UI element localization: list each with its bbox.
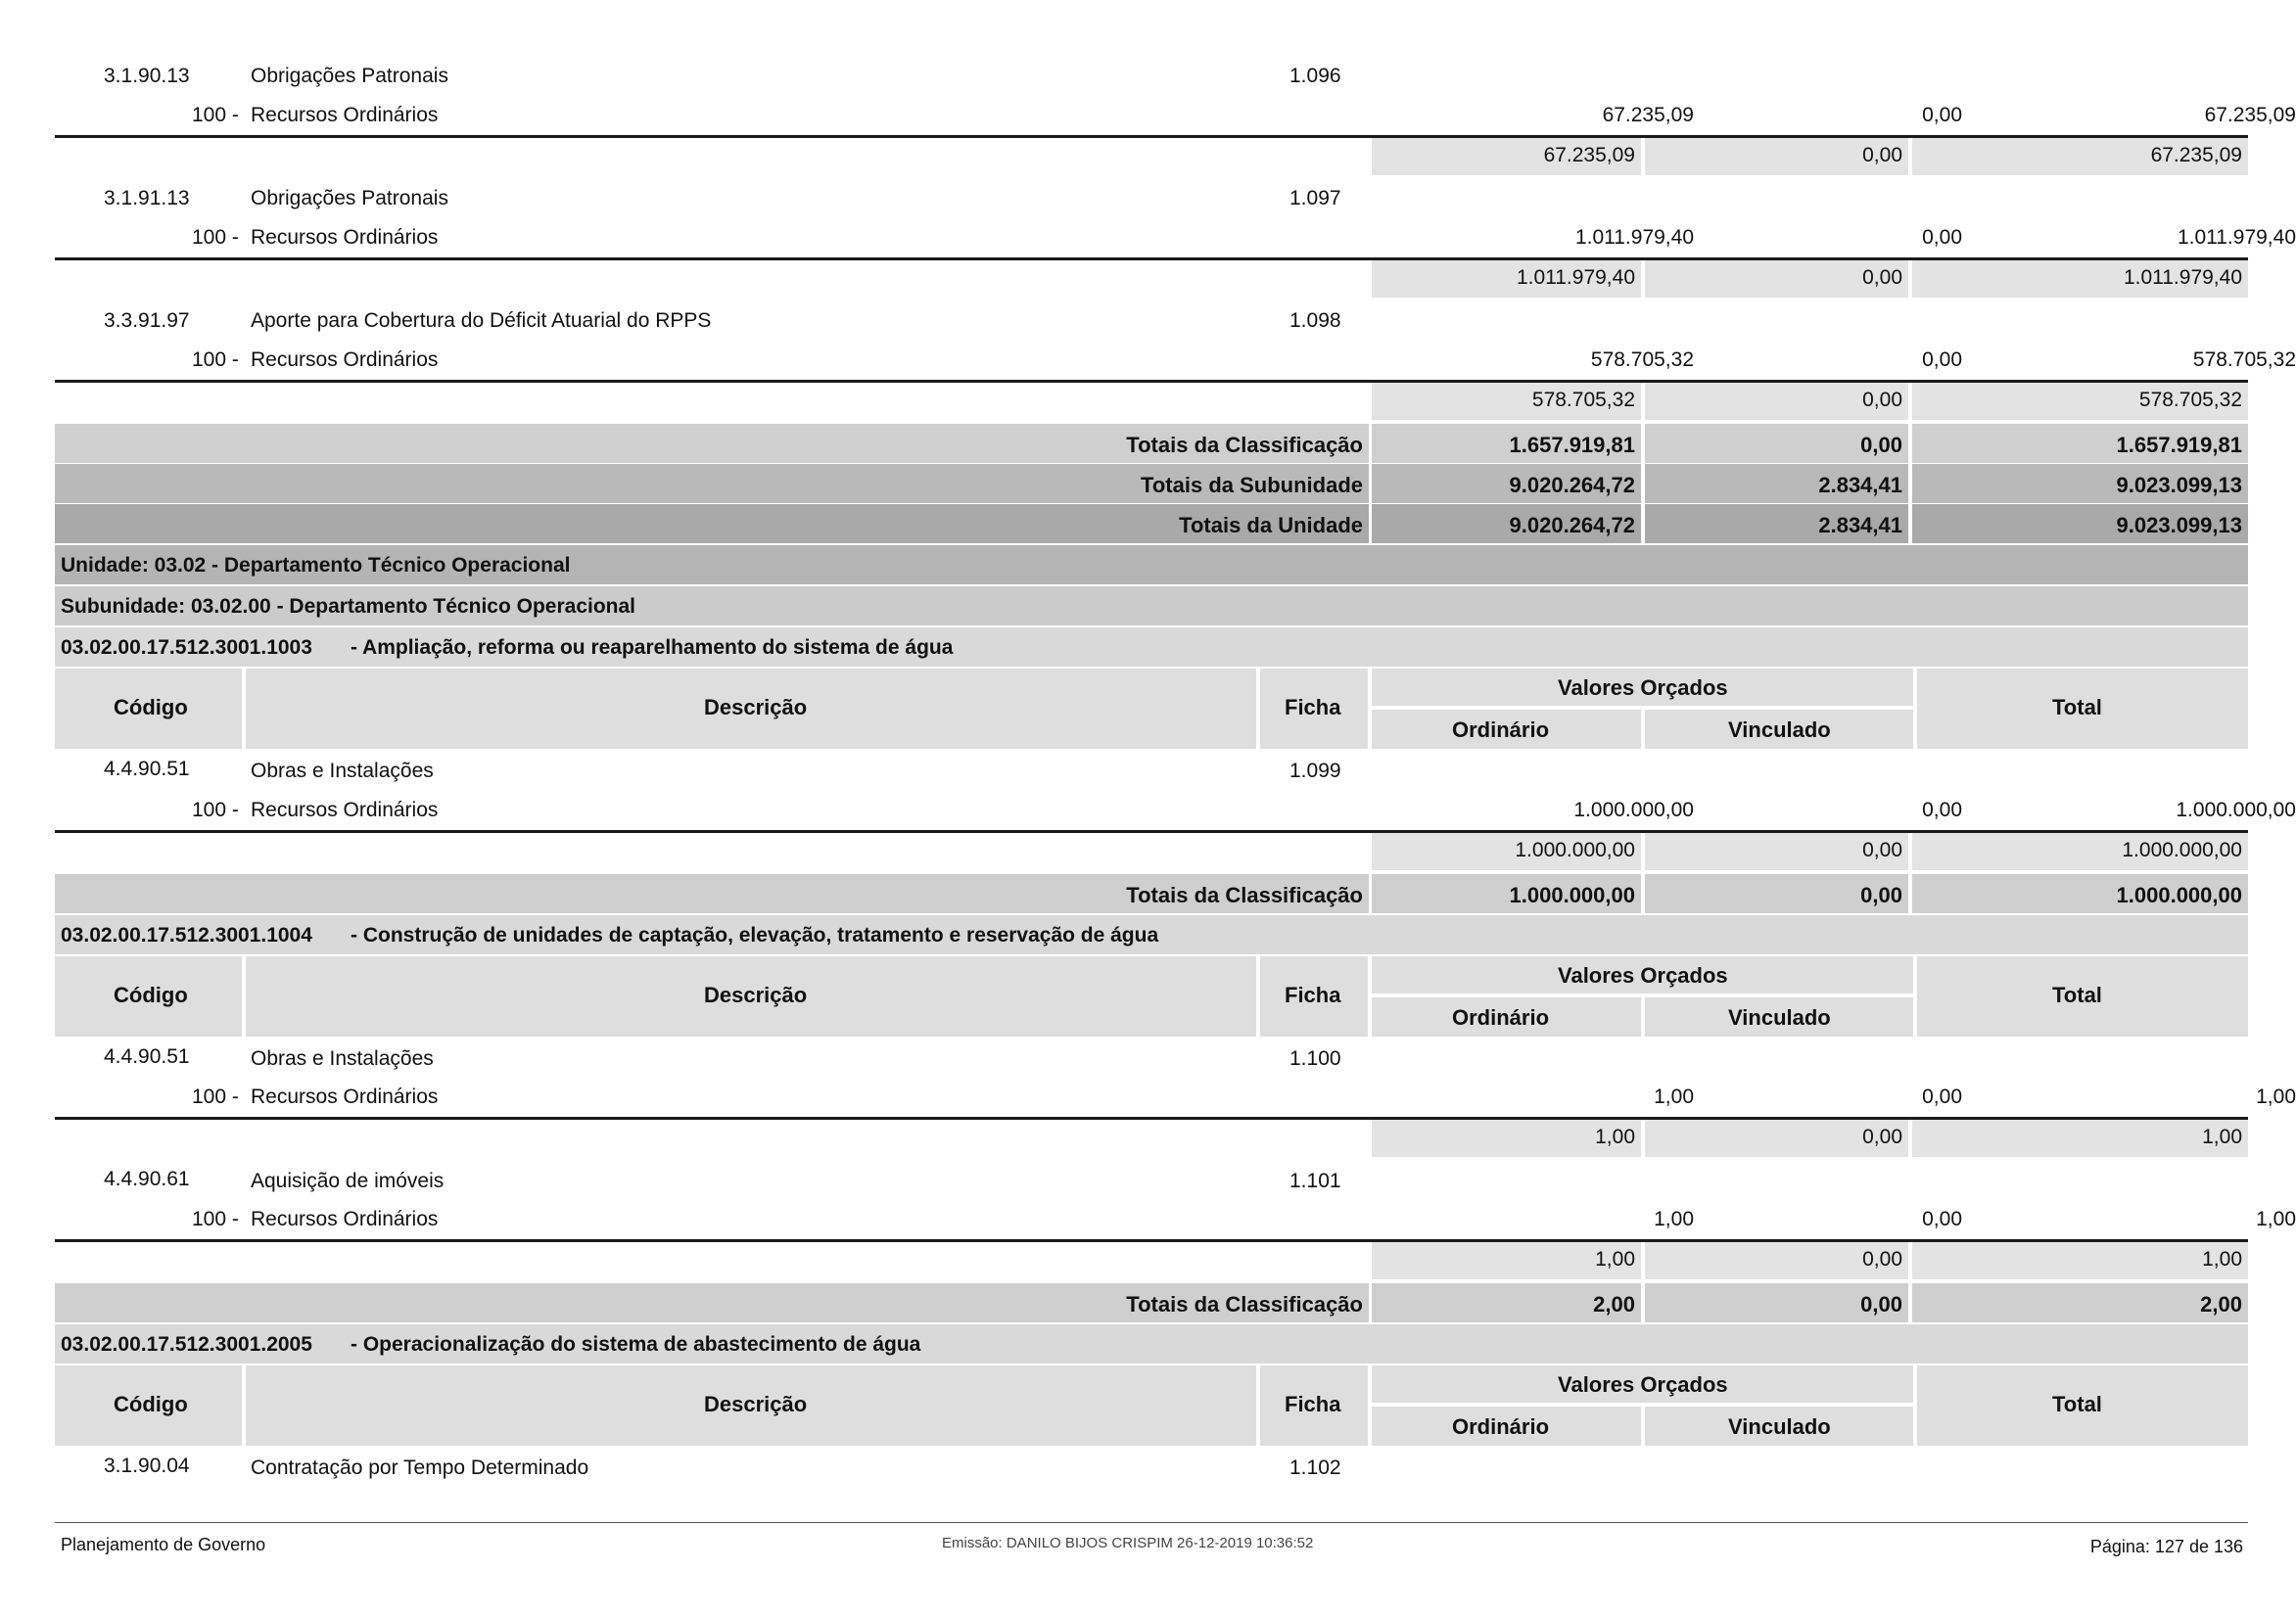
source-code: 100 - xyxy=(192,1086,239,1108)
totals-vinculado-cell xyxy=(1645,874,1908,913)
source-total: 1.000.000,00 xyxy=(2176,799,2296,821)
program-code: 03.02.00.17.512.3001.2005 xyxy=(61,1333,312,1356)
source-description: Recursos Ordinários xyxy=(251,1208,439,1230)
header-codigo-cell xyxy=(55,956,242,1037)
subtotal-ordinario-value: 67.235,09 xyxy=(1543,144,1635,166)
expense-item-row xyxy=(55,303,2248,343)
item-code: 4.4.90.61 xyxy=(104,1168,190,1190)
header-total-cell xyxy=(1917,1365,2248,1446)
subtotal-ordinario-value: 1.011.979,40 xyxy=(1516,266,1635,289)
table-header xyxy=(55,669,2248,749)
item-code: 3.3.91.97 xyxy=(104,309,190,332)
subtotal-ordinario-value: 578.705,32 xyxy=(1531,389,1635,411)
footer-report-name: Planejamento de Governo xyxy=(61,1535,266,1554)
totals-total-cell xyxy=(1912,874,2248,913)
subtotal-total-value: 1.000.000,00 xyxy=(2122,839,2242,861)
expense-item-row xyxy=(55,1449,2248,1488)
totals-total-cell xyxy=(1912,464,2248,503)
header-codigo: Código xyxy=(114,983,188,1007)
header-codigo: Código xyxy=(114,695,188,719)
totals-ordinario-cell xyxy=(1372,874,1641,913)
footer-divider xyxy=(55,1522,2248,1523)
subtotal-total xyxy=(1912,833,2248,870)
subtotal-vinculado xyxy=(1645,260,1908,298)
header-ordinario: Ordinário xyxy=(1452,1005,1550,1030)
item-ficha: 1.099 xyxy=(1289,760,1341,782)
footer-page-number: Página: 127 de 136 xyxy=(2089,1537,2243,1556)
item-description: Obrigações Patronais xyxy=(251,65,448,87)
item-ficha: 1.100 xyxy=(1289,1047,1341,1070)
header-descricao-cell xyxy=(246,1365,1256,1446)
totals-vinculado: 0,00 xyxy=(1860,883,1902,907)
subtotal-vinculado xyxy=(1645,1120,1908,1157)
program-band xyxy=(55,627,2248,667)
header-ordinario: Ordinário xyxy=(1452,717,1550,742)
program-band xyxy=(55,915,2248,954)
header-ordinario-cell xyxy=(1372,710,1641,749)
source-row xyxy=(55,1202,2296,1239)
expense-item-row xyxy=(55,1040,2248,1079)
header-ficha: Ficha xyxy=(1285,983,1341,1007)
totals-label-cell xyxy=(55,504,1369,543)
item-description: Contratação por Tempo Determinado xyxy=(251,1456,589,1479)
item-code: 4.4.90.51 xyxy=(104,1045,190,1068)
totals-label-cell xyxy=(55,424,1369,463)
header-ficha-cell xyxy=(1260,1365,1368,1446)
totals-label-cell xyxy=(55,464,1369,503)
subtotal-ordinario xyxy=(1372,1120,1641,1157)
source-vinculado: 0,00 xyxy=(1922,799,1962,821)
subtotal-vinculado-value: 0,00 xyxy=(1862,144,1902,166)
program-title: - Operacionalização do sistema de abastecimento de água xyxy=(351,1333,921,1356)
totals-vinculado-cell xyxy=(1645,504,1908,543)
subtotal-total xyxy=(1912,1242,2248,1279)
unidade-title: Unidade: 03.02 - Departamento Técnico Operacional xyxy=(61,554,571,577)
header-descricao-cell xyxy=(246,669,1256,749)
subtotal-total-value: 1.011.979,40 xyxy=(2123,266,2242,289)
item-ficha: 1.098 xyxy=(1289,309,1341,332)
header-valores-cell xyxy=(1372,669,1913,706)
totals-total: 1.000.000,00 xyxy=(2116,883,2242,907)
source-vinculado: 0,00 xyxy=(1922,104,1962,126)
source-code: 100 - xyxy=(192,104,239,126)
item-code: 3.1.90.04 xyxy=(104,1455,190,1477)
totals-ordinario: 1.657.919,81 xyxy=(1509,433,1635,457)
subtotal-vinculado-value: 0,00 xyxy=(1862,389,1902,411)
program-code: 03.02.00.17.512.3001.1003 xyxy=(61,636,312,659)
header-valores-orcados: Valores Orçados xyxy=(1558,963,1728,988)
source-total: 1,00 xyxy=(2256,1208,2296,1230)
totals-ordinario: 1.000.000,00 xyxy=(1509,883,1635,907)
totals-label: Totais da Classificação xyxy=(1126,883,1363,907)
item-description: Obrigações Patronais xyxy=(251,187,448,209)
source-ordinario: 578.705,32 xyxy=(1590,348,1694,371)
totals-total-cell xyxy=(1912,504,2248,543)
footer-emission: Emissão: DANILO BIJOS CRISPIM 26-12-2019 10:36:52 xyxy=(942,1535,1314,1551)
header-ficha: Ficha xyxy=(1285,1392,1341,1416)
item-code: 4.4.90.51 xyxy=(104,758,190,780)
subtotal-total xyxy=(1912,1120,2248,1157)
totals-label: Totais da Classificação xyxy=(1126,433,1363,457)
table-header xyxy=(55,1365,2248,1446)
header-ordinario-cell xyxy=(1372,997,1641,1037)
header-ficha-cell xyxy=(1260,956,1368,1037)
source-ordinario: 1.011.979,40 xyxy=(1574,226,1694,249)
item-ficha: 1.102 xyxy=(1289,1456,1341,1479)
header-vinculado-cell xyxy=(1645,997,1913,1037)
totals-ordinario: 9.020.264,72 xyxy=(1509,513,1635,537)
source-code: 100 - xyxy=(192,1208,239,1230)
item-description: Obras e Instalações xyxy=(251,1047,434,1070)
totals-total: 9.023.099,13 xyxy=(2116,473,2242,497)
subtotal-total xyxy=(1912,383,2248,420)
totals-total-cell xyxy=(1912,1283,2248,1322)
header-codigo: Código xyxy=(114,1392,188,1416)
totals-label-cell xyxy=(55,1283,1369,1322)
subtotal-ordinario-value: 1,00 xyxy=(1595,1126,1635,1148)
header-valores-orcados: Valores Orçados xyxy=(1558,1372,1728,1397)
totals-vinculado-cell xyxy=(1645,464,1908,503)
header-vinculado: Vinculado xyxy=(1728,1414,1831,1439)
subtotal-total xyxy=(1912,138,2248,175)
source-vinculado: 0,00 xyxy=(1922,1208,1962,1230)
source-total: 1,00 xyxy=(2256,1086,2296,1108)
source-description: Recursos Ordinários xyxy=(251,226,439,249)
item-code: 3.1.91.13 xyxy=(104,187,190,209)
subtotal-ordinario xyxy=(1372,138,1641,175)
header-vinculado-cell xyxy=(1645,1407,1913,1446)
header-descricao-cell xyxy=(246,956,1256,1037)
source-total: 1.011.979,40 xyxy=(2177,226,2296,249)
totals-label-cell xyxy=(55,874,1369,913)
item-description: Aquisição de imóveis xyxy=(251,1170,445,1192)
subtotal-total-value: 578.705,32 xyxy=(2138,389,2242,411)
header-descricao: Descrição xyxy=(704,695,808,719)
source-total: 67.235,09 xyxy=(2204,104,2296,126)
header-valores-cell xyxy=(1372,956,1913,994)
expense-item-row xyxy=(55,181,2248,220)
subtotal-vinculado xyxy=(1645,833,1908,870)
item-ficha: 1.096 xyxy=(1289,65,1341,87)
subunidade-band xyxy=(55,586,2248,625)
table-header xyxy=(55,956,2248,1037)
totals-vinculado-cell xyxy=(1645,424,1908,463)
totals-total: 2,00 xyxy=(2200,1292,2242,1317)
source-vinculado: 0,00 xyxy=(1922,1086,1962,1108)
header-ordinario-cell xyxy=(1372,1407,1641,1446)
header-descricao: Descrição xyxy=(704,983,808,1007)
totals-vinculado-cell xyxy=(1645,1283,1908,1322)
totals-vinculado: 2.834,41 xyxy=(1818,473,1902,497)
item-code: 3.1.90.13 xyxy=(104,65,190,87)
header-descricao: Descrição xyxy=(704,1392,808,1416)
totals-classificacao-row xyxy=(55,874,2248,913)
totals-label: Totais da Classificação xyxy=(1126,1292,1363,1317)
subtotal-ordinario xyxy=(1372,260,1641,298)
item-ficha: 1.101 xyxy=(1289,1170,1341,1192)
item-description: Obras e Instalações xyxy=(251,760,434,782)
totals-ordinario-cell xyxy=(1372,464,1641,503)
header-valores-cell xyxy=(1372,1365,1913,1403)
source-row xyxy=(55,793,2296,830)
totals-unidade-row xyxy=(55,504,2248,543)
subtotal-ordinario xyxy=(1372,1242,1641,1279)
source-row xyxy=(55,98,2296,135)
source-code: 100 - xyxy=(192,348,239,371)
header-vinculado: Vinculado xyxy=(1728,717,1831,742)
totals-classificacao-row xyxy=(55,424,2248,463)
program-code: 03.02.00.17.512.3001.1004 xyxy=(61,924,312,947)
source-row xyxy=(55,1080,2296,1117)
header-vinculado-cell xyxy=(1645,710,1913,749)
source-vinculado: 0,00 xyxy=(1922,226,1962,249)
totals-total: 1.657.919,81 xyxy=(2116,433,2242,457)
source-description: Recursos Ordinários xyxy=(251,348,439,371)
header-codigo-cell xyxy=(55,669,242,749)
expense-item-row xyxy=(55,1162,2248,1201)
subtotal-total-value: 1,00 xyxy=(2202,1248,2242,1271)
header-ordinario: Ordinário xyxy=(1452,1414,1550,1439)
expense-item-row xyxy=(55,752,2248,791)
header-total: Total xyxy=(2052,983,2102,1007)
item-description: Aporte para Cobertura do Déficit Atuarial do RPPS xyxy=(251,309,712,332)
header-ficha-cell xyxy=(1260,669,1368,749)
header-total-cell xyxy=(1917,956,2248,1037)
source-row xyxy=(55,220,2296,257)
item-ficha: 1.097 xyxy=(1289,187,1341,209)
totals-total: 9.023.099,13 xyxy=(2116,513,2242,537)
program-title: - Construção de unidades de captação, elevação, tratamento e reservação de água xyxy=(351,924,1159,947)
subtotal-ordinario-value: 1,00 xyxy=(1595,1248,1635,1271)
header-codigo-cell xyxy=(55,1365,242,1446)
subtotal-total-value: 67.235,09 xyxy=(2150,144,2242,166)
unidade-band xyxy=(55,545,2248,584)
subtotal-total-value: 1,00 xyxy=(2202,1126,2242,1148)
totals-ordinario: 9.020.264,72 xyxy=(1509,473,1635,497)
totals-ordinario-cell xyxy=(1372,504,1641,543)
source-total: 578.705,32 xyxy=(2192,348,2296,371)
subtotal-vinculado-value: 0,00 xyxy=(1862,1126,1902,1148)
totals-vinculado: 0,00 xyxy=(1860,433,1902,457)
subtotal-vinculado xyxy=(1645,383,1908,420)
totals-vinculado: 2.834,41 xyxy=(1818,513,1902,537)
header-total-cell xyxy=(1917,669,2248,749)
totals-label: Totais da Unidade xyxy=(1179,513,1363,537)
totals-ordinario-cell xyxy=(1372,1283,1641,1322)
source-description: Recursos Ordinários xyxy=(251,104,439,126)
subtotal-ordinario xyxy=(1372,383,1641,420)
totals-label: Totais da Subunidade xyxy=(1141,473,1363,497)
subtotal-vinculado xyxy=(1645,1242,1908,1279)
source-code: 100 - xyxy=(192,799,239,821)
source-ordinario: 1,00 xyxy=(1654,1208,1694,1230)
totals-ordinario-cell xyxy=(1372,424,1641,463)
totals-ordinario: 2,00 xyxy=(1593,1292,1635,1317)
subtotal-ordinario xyxy=(1372,833,1641,870)
source-ordinario: 67.235,09 xyxy=(1602,104,1694,126)
program-title: - Ampliação, reforma ou reaparelhamento do sistema de água xyxy=(351,636,954,659)
totals-subunidade-row xyxy=(55,464,2248,503)
program-band xyxy=(55,1324,2248,1364)
source-vinculado: 0,00 xyxy=(1922,348,1962,371)
subtotal-total xyxy=(1912,260,2248,298)
subtotal-vinculado-value: 0,00 xyxy=(1862,1248,1902,1271)
source-description: Recursos Ordinários xyxy=(251,1086,439,1108)
totals-classificacao-row xyxy=(55,1283,2248,1322)
subtotal-vinculado xyxy=(1645,138,1908,175)
header-ficha: Ficha xyxy=(1285,695,1341,719)
source-description: Recursos Ordinários xyxy=(251,799,439,821)
header-vinculado: Vinculado xyxy=(1728,1005,1831,1030)
source-ordinario: 1.000.000,00 xyxy=(1573,799,1694,821)
source-row xyxy=(55,343,2296,380)
source-ordinario: 1,00 xyxy=(1654,1086,1694,1108)
totals-vinculado: 0,00 xyxy=(1860,1292,1902,1317)
totals-total-cell xyxy=(1912,424,2248,463)
expense-item-row xyxy=(55,59,2248,98)
header-total: Total xyxy=(2052,695,2102,719)
subtotal-vinculado-value: 0,00 xyxy=(1862,266,1902,289)
header-total: Total xyxy=(2052,1392,2102,1416)
subunidade-title: Subunidade: 03.02.00 - Departamento Técnico Operacional xyxy=(61,595,635,618)
subtotal-vinculado-value: 0,00 xyxy=(1862,839,1902,861)
header-valores-orcados: Valores Orçados xyxy=(1558,675,1728,700)
subtotal-ordinario-value: 1.000.000,00 xyxy=(1515,839,1635,861)
source-code: 100 - xyxy=(192,226,239,249)
